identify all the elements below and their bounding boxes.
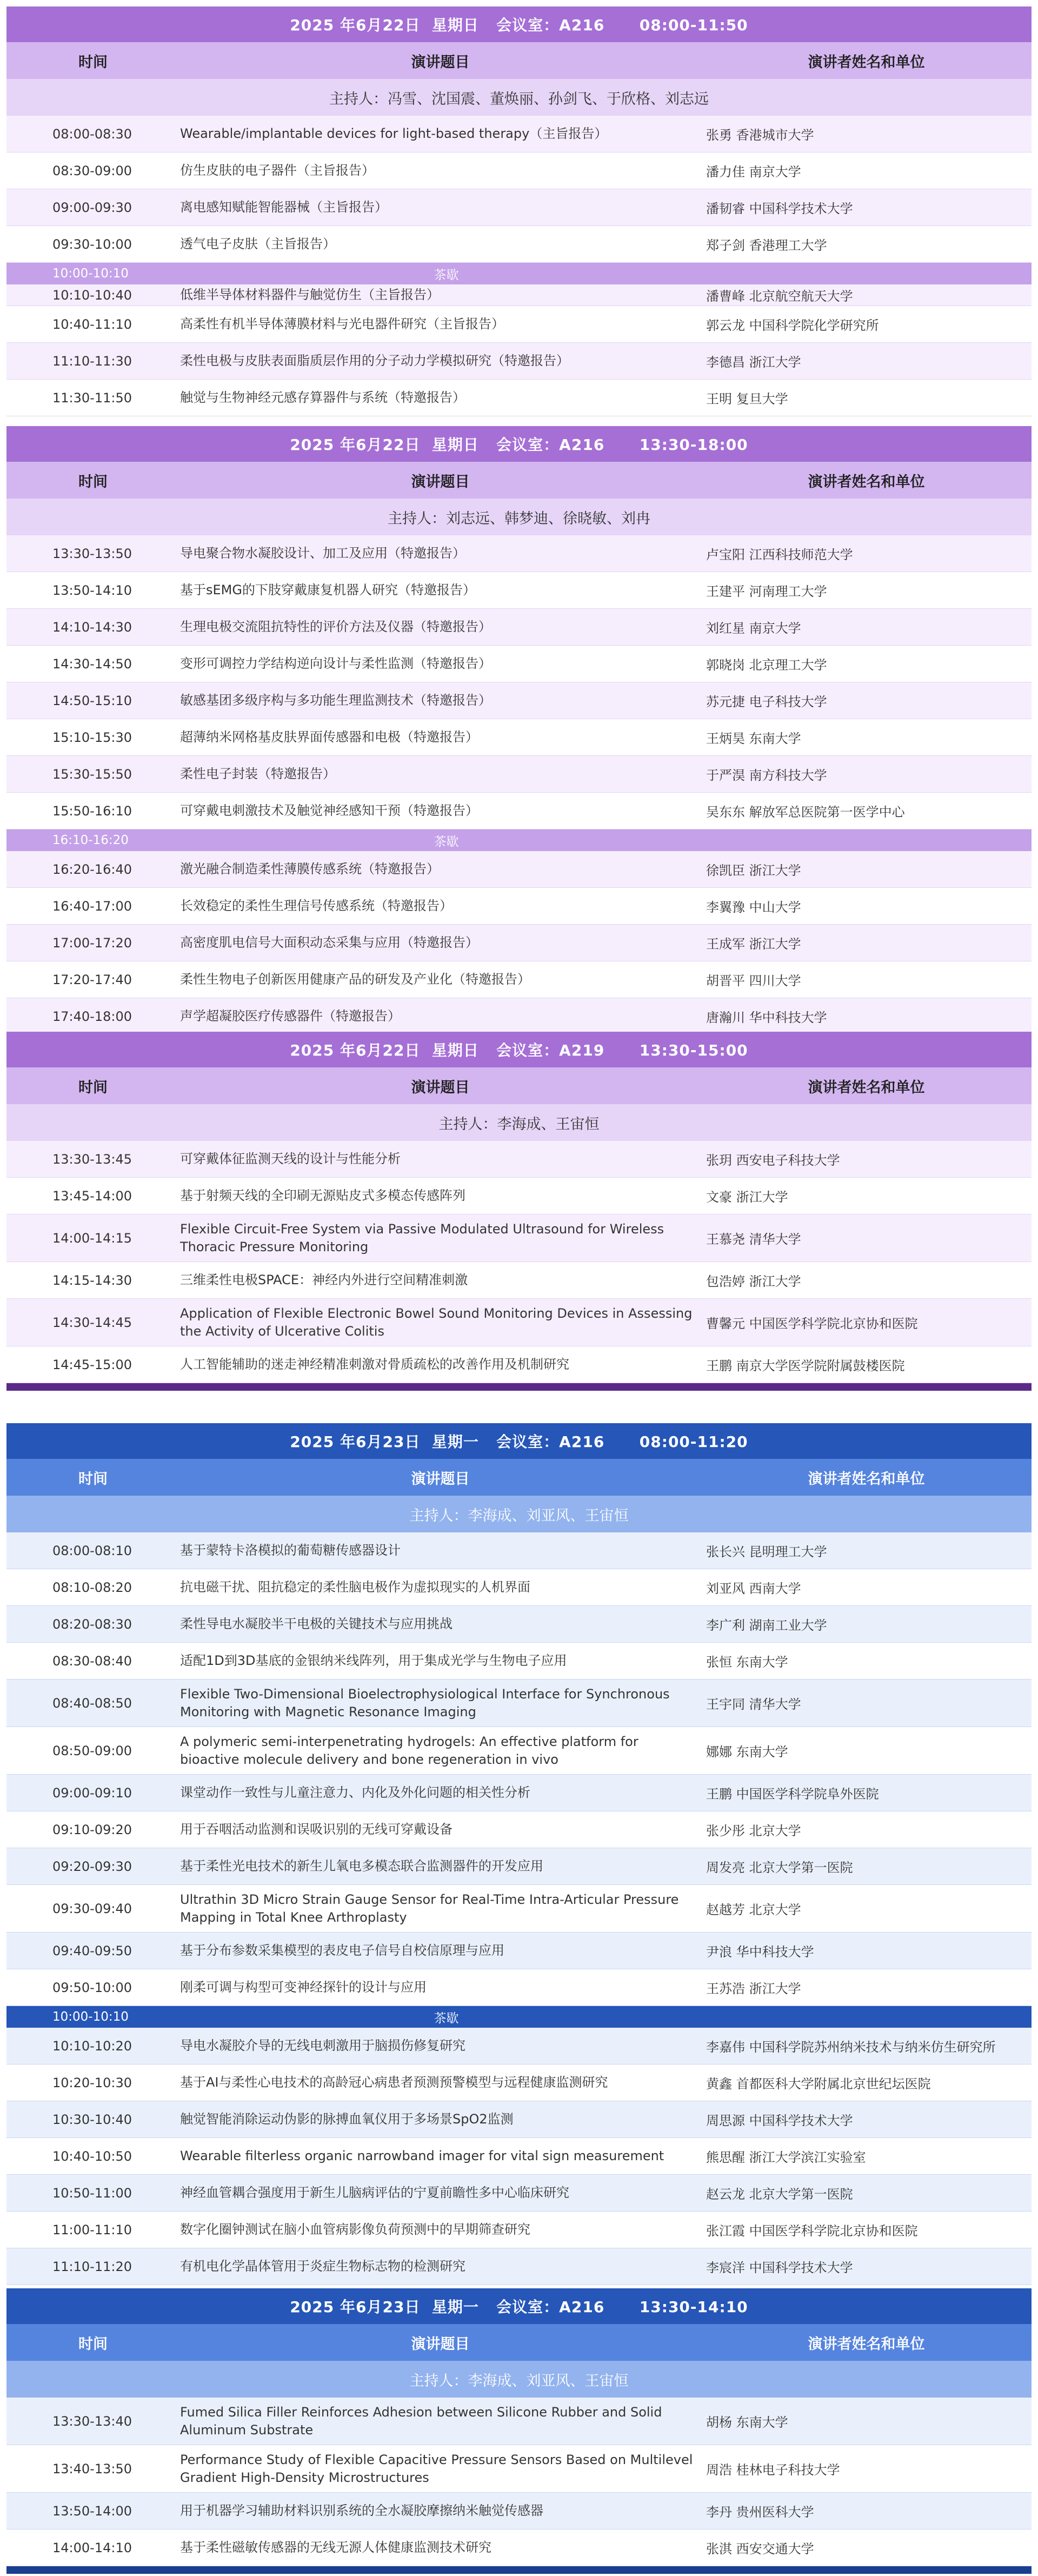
talk-speaker: 张勇 香港城市大学 bbox=[706, 128, 814, 143]
column-headers bbox=[6, 2324, 1032, 2361]
talk-speaker: 张玥 西安电子科技大学 bbox=[706, 1153, 840, 1168]
col-time: 时间 bbox=[78, 1470, 108, 1488]
talk-title: Application of Flexible Electronic Bowel Sound Monitoring Devices in Assessing the Activity of Ulcerative Colitis bbox=[180, 1305, 693, 1339]
talk-title: Fumed Silica Filler Reinforces Adhesion between Silicone Rubber and Solid Aluminum Substrate bbox=[180, 2404, 662, 2438]
talk-speaker: 包浩婷 浙江大学 bbox=[706, 1274, 801, 1289]
talk-speaker: 张淇 西安交通大学 bbox=[706, 2541, 814, 2557]
talk-time: 14:30-14:45 bbox=[52, 1314, 132, 1330]
talk-title: 课堂动作一致性与儿童注意力、内化及外化问题的相关性分析 bbox=[180, 1785, 530, 1800]
talk-speaker: 张长兴 昆明理工大学 bbox=[706, 1544, 827, 1559]
talk-speaker: 李宸洋 中国科学技术大学 bbox=[706, 2260, 853, 2275]
talk-time: 16:20-16:40 bbox=[52, 861, 132, 877]
talk-time: 08:00-08:10 bbox=[52, 1543, 132, 1558]
talk-time: 08:10-08:20 bbox=[52, 1579, 132, 1595]
talk-title: 适配1D到3D基底的金银纳米线阵列，用于集成光学与生物电子应用 bbox=[180, 1653, 567, 1668]
talk-time: 14:10-14:30 bbox=[52, 619, 132, 635]
table-row bbox=[6, 998, 1032, 1035]
tea-break-row bbox=[6, 263, 1032, 284]
talk-title: Performance Study of Flexible Capacitive Pressure Sensors Based on Multilevel Gradient High-Density Microstructures bbox=[180, 2452, 693, 2485]
table-row bbox=[6, 925, 1032, 961]
talk-time: 10:40-11:10 bbox=[52, 316, 132, 332]
talk-title: 柔性生物电子创新医用健康产品的研发及产业化（特邀报告） bbox=[180, 972, 530, 987]
table-row bbox=[6, 793, 1032, 829]
break-time: 10:00-10:10 bbox=[52, 2010, 129, 2024]
talk-speaker: 王慕尧 清华大学 bbox=[706, 1232, 801, 1247]
talk-speaker: 潘曹峰 北京航空航天大学 bbox=[706, 289, 853, 304]
talk-time: 09:30-09:40 bbox=[52, 1901, 132, 1916]
talk-speaker: 周发亮 北京大学第一医院 bbox=[706, 1860, 853, 1875]
talk-speaker: 文豪 浙江大学 bbox=[706, 1190, 788, 1205]
talk-title: 导电水凝胶介导的无线电刺激用于脑损伤修复研究 bbox=[180, 2038, 465, 2053]
talk-time: 09:00-09:10 bbox=[52, 1785, 132, 1801]
talk-title: 基于射频天线的全印刷无源贴皮式多模态传感阵列 bbox=[180, 1188, 465, 1203]
talk-speaker: 张江霞 中国医学科学院北京协和医院 bbox=[706, 2223, 918, 2239]
talk-title: 变形可调控力学结构逆向设计与柔性监测（特邀报告） bbox=[180, 656, 491, 671]
talk-title: 数字化圈钟测试在脑小血管病影像负荷预测中的早期筛查研究 bbox=[180, 2222, 530, 2237]
col-topic: 演讲题目 bbox=[411, 1079, 470, 1096]
table-row bbox=[6, 380, 1032, 416]
session-block bbox=[6, 6, 1032, 416]
col-speaker: 演讲者姓名和单位 bbox=[808, 1470, 925, 1488]
session-header: 2025 年6月23日 星期一 会议室：A216 13:30-14:10 bbox=[6, 2288, 1032, 2324]
table-row bbox=[6, 116, 1032, 152]
talk-time: 09:10-09:20 bbox=[52, 1822, 132, 1837]
table-row bbox=[6, 646, 1032, 682]
talk-speaker: 徐凯臣 浙江大学 bbox=[706, 863, 801, 878]
table-row bbox=[6, 1262, 1032, 1299]
talk-speaker: 周浩 桂林电子科技大学 bbox=[706, 2462, 840, 2478]
talk-title: Wearable filterless organic narrowband imager for vital sign measurement bbox=[180, 2148, 664, 2163]
talk-time: 14:00-14:15 bbox=[52, 1230, 132, 1246]
session-block bbox=[6, 1032, 1032, 1391]
column-headers bbox=[6, 1459, 1032, 1496]
table-row bbox=[6, 961, 1032, 998]
talk-speaker: 潘力佳 南京大学 bbox=[706, 164, 801, 180]
table-row bbox=[6, 2248, 1032, 2285]
table-row bbox=[6, 2028, 1032, 2064]
talk-time: 17:20-17:40 bbox=[52, 972, 132, 987]
host-line: 主持人：刘志远、韩梦迪、徐晓敏、刘冉 bbox=[6, 499, 1032, 535]
table-row bbox=[6, 1885, 1032, 1933]
talk-speaker: 胡晋平 四川大学 bbox=[706, 973, 801, 988]
table-row bbox=[6, 2398, 1032, 2445]
talk-title: A polymeric semi-interpenetrating hydrogels: An effective platform for bioactive molecule delivery and bone regeneration in vivo bbox=[180, 1734, 638, 1767]
talk-speaker: 于严淏 南方科技大学 bbox=[706, 768, 827, 783]
table-row bbox=[6, 226, 1032, 263]
table-row bbox=[6, 851, 1032, 888]
col-speaker: 演讲者姓名和单位 bbox=[808, 54, 925, 71]
talk-time: 17:00-17:20 bbox=[52, 935, 132, 951]
talk-title: 柔性电子封装（特邀报告） bbox=[180, 766, 336, 781]
column-headers bbox=[6, 1067, 1032, 1104]
talk-speaker: 王鹏 南京大学医学院附属鼓楼医院 bbox=[706, 1358, 905, 1373]
talk-title: 离电感知赋能智能器械（主旨报告） bbox=[180, 200, 388, 215]
talk-speaker: 苏元捷 电子科技大学 bbox=[706, 694, 827, 709]
talk-time: 14:00-14:10 bbox=[52, 2540, 132, 2555]
col-topic: 演讲题目 bbox=[411, 2335, 470, 2353]
col-topic: 演讲题目 bbox=[411, 1470, 470, 1488]
table-row bbox=[6, 1606, 1032, 1643]
session-header: 2025 年6月22日 星期日 会议室：A219 13:30-15:00 bbox=[6, 1032, 1032, 1067]
break-label: 茶歇 bbox=[434, 268, 459, 282]
talk-speaker: 娜娜 东南大学 bbox=[706, 1744, 788, 1760]
talk-speaker: 李嘉伟 中国科学院苏州纳米技术与纳米仿生研究所 bbox=[706, 2040, 996, 2055]
break-time: 16:10-16:20 bbox=[52, 833, 129, 847]
host-line: 主持人：李海成、刘亚风、王宙恒 bbox=[6, 1496, 1032, 1532]
talk-time: 08:50-09:00 bbox=[52, 1743, 132, 1758]
talk-title: Wearable/implantable devices for light-based therapy（主旨报告） bbox=[180, 126, 608, 141]
talk-title: 神经血管耦合强度用于新生儿脑病评估的宁夏前瞻性多中心临床研究 bbox=[180, 2185, 569, 2200]
table-row bbox=[6, 888, 1032, 925]
table-row bbox=[6, 2493, 1032, 2529]
talk-speaker: 刘亚风 西南大学 bbox=[706, 1581, 801, 1596]
talk-speaker: 唐瀚川 华中科技大学 bbox=[706, 1010, 827, 1025]
table-row bbox=[6, 1848, 1032, 1885]
host-line: 主持人：冯雪、沈国震、董焕丽、孙剑飞、于欣格、刘志远 bbox=[6, 79, 1032, 116]
talk-time: 08:30-08:40 bbox=[52, 1653, 132, 1669]
talk-speaker: 尹浪 华中科技大学 bbox=[706, 1944, 814, 1960]
talk-speaker: 李德昌 浙江大学 bbox=[706, 355, 801, 370]
table-row bbox=[6, 1299, 1032, 1346]
talk-title: 基于分布参数采集模型的表皮电子信号自校信原理与应用 bbox=[180, 1943, 504, 1958]
talk-time: 13:50-14:10 bbox=[52, 582, 132, 598]
table-row bbox=[6, 1532, 1032, 1569]
talk-time: 14:15-14:30 bbox=[52, 1272, 132, 1288]
talk-time: 11:00-11:10 bbox=[52, 2222, 132, 2238]
table-row bbox=[6, 1214, 1032, 1262]
table-row bbox=[6, 152, 1032, 189]
talk-title: 敏感基团多级序构与多功能生理监测技术（特邀报告） bbox=[180, 693, 491, 708]
talk-speaker: 李丹 贵州医科大学 bbox=[706, 2505, 814, 2520]
talk-time: 10:10-10:40 bbox=[52, 287, 132, 303]
talk-time: 10:20-10:30 bbox=[52, 2075, 132, 2090]
talk-speaker: 王炳昊 东南大学 bbox=[706, 731, 801, 746]
table-row bbox=[6, 1775, 1032, 1811]
talk-time: 15:10-15:30 bbox=[52, 729, 132, 745]
talk-title: 声学超凝胶医疗传感器件（特邀报告） bbox=[180, 1008, 401, 1024]
talk-title: Flexible Circuit-Free System via Passive Modulated Ultrasound for Wireless Thoracic Pressure Monitoring bbox=[180, 1221, 664, 1254]
table-row bbox=[6, 189, 1032, 226]
session-block bbox=[6, 2288, 1032, 2574]
talk-title: 触觉智能消除运动伪影的脉搏血氧仪用于多场景SpO2监测 bbox=[180, 2112, 514, 2127]
table-row bbox=[6, 719, 1032, 756]
talk-title: 长效稳定的柔性生理信号传感系统（特邀报告） bbox=[180, 898, 453, 913]
table-row bbox=[6, 1679, 1032, 1727]
session-block bbox=[6, 1423, 1032, 2285]
session-header: 2025 年6月22日 星期日 会议室：A216 08:00-11:50 bbox=[6, 6, 1032, 42]
table-row bbox=[6, 609, 1032, 646]
talk-title: 可穿戴体征监测天线的设计与性能分析 bbox=[180, 1151, 401, 1166]
talk-title: 导电聚合物水凝胶设计、加工及应用（特邀报告） bbox=[180, 546, 465, 561]
table-row bbox=[6, 2212, 1032, 2248]
talk-speaker: 张恒 东南大学 bbox=[706, 1655, 788, 1670]
talk-speaker: 张少彤 北京大学 bbox=[706, 1823, 801, 1838]
talk-speaker: 赵云龙 北京大学第一医院 bbox=[706, 2187, 853, 2202]
talk-time: 08:30-09:00 bbox=[52, 163, 132, 178]
talk-time: 15:50-16:10 bbox=[52, 803, 132, 819]
talk-time: 13:30-13:50 bbox=[52, 546, 132, 561]
talk-time: 17:40-18:00 bbox=[52, 1008, 132, 1024]
talk-speaker: 王建平 河南理工大学 bbox=[706, 584, 827, 599]
talk-speaker: 李翼豫 中山大学 bbox=[706, 900, 801, 915]
talk-title: 透气电子皮肤（主旨报告） bbox=[180, 236, 336, 251]
talk-speaker: 熊思醒 浙江大学滨江实验室 bbox=[706, 2150, 866, 2165]
session-footer-bar bbox=[6, 2566, 1032, 2574]
table-row bbox=[6, 2101, 1032, 2138]
talk-speaker: 李广利 湖南工业大学 bbox=[706, 1618, 827, 1633]
talk-time: 13:30-13:45 bbox=[52, 1151, 132, 1167]
talk-time: 11:10-11:20 bbox=[52, 2259, 132, 2274]
talk-speaker: 周思源 中国科学技术大学 bbox=[706, 2113, 853, 2128]
col-speaker: 演讲者姓名和单位 bbox=[808, 473, 925, 490]
table-row bbox=[6, 756, 1032, 793]
talk-time: 09:00-09:30 bbox=[52, 200, 132, 215]
talk-time: 09:20-09:30 bbox=[52, 1858, 132, 1874]
talk-time: 14:45-15:00 bbox=[52, 1357, 132, 1372]
talk-speaker: 郭云龙 中国科学院化学研究所 bbox=[706, 318, 879, 333]
talk-title: 超薄纳米网格基皮肤界面传感器和电极（特邀报告） bbox=[180, 729, 478, 745]
table-row bbox=[6, 1933, 1032, 1969]
talk-title: 仿生皮肤的电子器件（主旨报告） bbox=[180, 163, 375, 178]
talk-title: 高柔性有机半导体薄膜材料与光电器件研究（主旨报告） bbox=[180, 316, 504, 331]
table-row bbox=[6, 1346, 1032, 1383]
talk-title: 激光融合制造柔性薄膜传感系统（特邀报告） bbox=[180, 861, 440, 877]
talk-title: 柔性导电水凝胶半干电极的关键技术与应用挑战 bbox=[180, 1616, 453, 1631]
talk-title: 基于柔性磁敏传感器的无线无源人体健康监测技术研究 bbox=[180, 2540, 491, 2555]
talk-title: Flexible Two-Dimensional Bioelectrophysiological Interface for Synchronous Monitoring with Magnetic Resonance Imaging bbox=[180, 1686, 670, 1719]
talk-time: 09:30-10:00 bbox=[52, 236, 132, 252]
col-speaker: 演讲者姓名和单位 bbox=[808, 2335, 925, 2353]
col-speaker: 演讲者姓名和单位 bbox=[808, 1079, 925, 1096]
talk-title: 柔性电极与皮肤表面脂质层作用的分子动力学模拟研究（特邀报告） bbox=[180, 353, 569, 368]
talk-speaker: 吴东东 解放军总医院第一医学中心 bbox=[706, 805, 905, 820]
talk-title: 用于吞咽活动监测和误吸识别的无线可穿戴设备 bbox=[180, 1822, 453, 1837]
session-header: 2025 年6月22日 星期日 会议室：A216 13:30-18:00 bbox=[6, 426, 1032, 462]
talk-speaker: 卢宝阳 江西科技师范大学 bbox=[706, 547, 853, 562]
col-topic: 演讲题目 bbox=[411, 473, 470, 490]
talk-title: 抗电磁干扰、阻抗稳定的柔性脑电极作为虚拟现实的人机界面 bbox=[180, 1579, 530, 1595]
table-row bbox=[6, 1178, 1032, 1214]
talk-speaker: 潘韧睿 中国科学技术大学 bbox=[706, 201, 853, 216]
talk-title: Ultrathin 3D Micro Strain Gauge Sensor for Real-Time Intra-Articular Pressure Mapping in Total Knee Arthroplasty bbox=[180, 1891, 679, 1925]
talk-speaker: 郑子剑 香港理工大学 bbox=[706, 238, 827, 253]
table-row bbox=[6, 2064, 1032, 2101]
talk-time: 13:50-14:00 bbox=[52, 2503, 132, 2519]
table-row bbox=[6, 1727, 1032, 1775]
table-row bbox=[6, 2445, 1032, 2493]
table-row bbox=[6, 2138, 1032, 2175]
session-footer-bar bbox=[6, 1383, 1032, 1391]
col-time: 时间 bbox=[78, 1079, 108, 1096]
talk-title: 可穿戴电刺激技术及触觉神经感知干预（特邀报告） bbox=[180, 803, 478, 818]
table-row bbox=[6, 2175, 1032, 2212]
table-row bbox=[6, 284, 1032, 306]
talk-speaker: 王成军 浙江大学 bbox=[706, 937, 801, 952]
talk-time: 08:40-08:50 bbox=[52, 1695, 132, 1711]
talk-speaker: 郭晓岗 北京理工大学 bbox=[706, 658, 827, 673]
column-headers bbox=[6, 42, 1032, 79]
talk-title: 三维柔性电极SPACE：神经内外进行空间精准刺激 bbox=[180, 1272, 468, 1287]
host-line: 主持人：李海成、刘亚风、王宙恒 bbox=[6, 2361, 1032, 2398]
talk-title: 生理电极交流阻抗特性的评价方法及仪器（特邀报告） bbox=[180, 619, 491, 634]
table-row bbox=[6, 535, 1032, 572]
talk-time: 10:30-10:40 bbox=[52, 2112, 132, 2127]
talk-title: 低维半导体材料器件与触觉仿生（主旨报告） bbox=[180, 287, 440, 302]
table-row bbox=[6, 1969, 1032, 2006]
table-row bbox=[6, 572, 1032, 609]
table-row bbox=[6, 2529, 1032, 2566]
table-row bbox=[6, 1569, 1032, 1606]
tea-break-row bbox=[6, 829, 1032, 851]
talk-title: 基于柔性光电技术的新生儿氧电多模态联合监测器件的开发应用 bbox=[180, 1858, 543, 1874]
talk-title: 用于机器学习辅助材料识别系统的全水凝胶摩擦纳米触觉传感器 bbox=[180, 2503, 543, 2518]
talk-speaker: 黄鑫 首都医科大学附属北京世纪坛医院 bbox=[706, 2076, 931, 2092]
talk-time: 13:30-13:40 bbox=[52, 2413, 132, 2429]
talk-time: 13:40-13:50 bbox=[52, 2461, 132, 2477]
talk-speaker: 王鹏 中国医学科学院阜外医院 bbox=[706, 1787, 879, 1802]
talk-time: 10:50-11:00 bbox=[52, 2185, 132, 2201]
talk-speaker: 赵越芳 北京大学 bbox=[706, 1902, 801, 1917]
talk-title: 基于AI与柔性心电技术的高龄冠心病患者预测预警模型与远程健康监测研究 bbox=[180, 2075, 608, 2090]
tea-break-row bbox=[6, 2006, 1032, 2028]
table-row bbox=[6, 1141, 1032, 1178]
talk-time: 08:20-08:30 bbox=[52, 1616, 132, 1632]
table-row bbox=[6, 1811, 1032, 1848]
col-topic: 演讲题目 bbox=[411, 54, 470, 71]
talk-time: 11:30-11:50 bbox=[52, 390, 132, 406]
talk-time: 10:10-10:20 bbox=[52, 2038, 132, 2054]
break-time: 10:00-10:10 bbox=[52, 267, 129, 281]
talk-title: 基于蒙特卡洛模拟的葡萄糖传感器设计 bbox=[180, 1543, 401, 1558]
talk-time: 10:40-10:50 bbox=[52, 2148, 132, 2164]
session-block bbox=[6, 426, 1032, 1035]
talk-time: 09:50-10:00 bbox=[52, 1980, 132, 1995]
talk-time: 14:50-15:10 bbox=[52, 693, 132, 708]
talk-title: 有机电化学晶体管用于炎症生物标志物的检测研究 bbox=[180, 2259, 465, 2274]
talk-speaker: 刘红星 南京大学 bbox=[706, 621, 801, 636]
host-line: 主持人：李海成、王宙恒 bbox=[6, 1104, 1032, 1141]
talk-title: 刚柔可调与构型可变神经探针的设计与应用 bbox=[180, 1980, 427, 1995]
talk-time: 11:10-11:30 bbox=[52, 353, 132, 369]
table-row bbox=[6, 306, 1032, 343]
talk-speaker: 曹馨元 中国医学科学院北京协和医院 bbox=[706, 1316, 918, 1331]
talk-title: 基于sEMG的下肢穿戴康复机器人研究（特邀报告） bbox=[180, 582, 476, 597]
talk-speaker: 胡杨 东南大学 bbox=[706, 2415, 788, 2430]
talk-time: 08:00-08:30 bbox=[52, 126, 132, 142]
table-row bbox=[6, 682, 1032, 719]
col-time: 时间 bbox=[78, 54, 108, 71]
talk-speaker: 王明 复旦大学 bbox=[706, 391, 788, 407]
talk-time: 14:30-14:50 bbox=[52, 656, 132, 672]
column-headers bbox=[6, 462, 1032, 499]
table-row bbox=[6, 1643, 1032, 1679]
break-label: 茶歇 bbox=[434, 834, 459, 849]
talk-speaker: 王宇同 清华大学 bbox=[706, 1697, 801, 1712]
col-time: 时间 bbox=[78, 2335, 108, 2353]
talk-speaker: 王苏浩 浙江大学 bbox=[706, 1981, 801, 1996]
talk-time: 09:40-09:50 bbox=[52, 1943, 132, 1958]
talk-title: 人工智能辅助的迷走神经精准刺激对骨质疏松的改善作用及机制研究 bbox=[180, 1357, 569, 1372]
talk-time: 13:45-14:00 bbox=[52, 1188, 132, 1204]
table-row bbox=[6, 343, 1032, 380]
break-label: 茶歇 bbox=[434, 2011, 459, 2026]
talk-time: 15:30-15:50 bbox=[52, 766, 132, 782]
talk-title: 高密度肌电信号大面积动态采集与应用（特邀报告） bbox=[180, 935, 478, 950]
session-header: 2025 年6月23日 星期一 会议室：A216 08:00-11:20 bbox=[6, 1423, 1032, 1459]
talk-title: 触觉与生物神经元感存算器件与系统（特邀报告） bbox=[180, 390, 465, 405]
talk-time: 16:40-17:00 bbox=[52, 898, 132, 914]
col-time: 时间 bbox=[78, 473, 108, 490]
